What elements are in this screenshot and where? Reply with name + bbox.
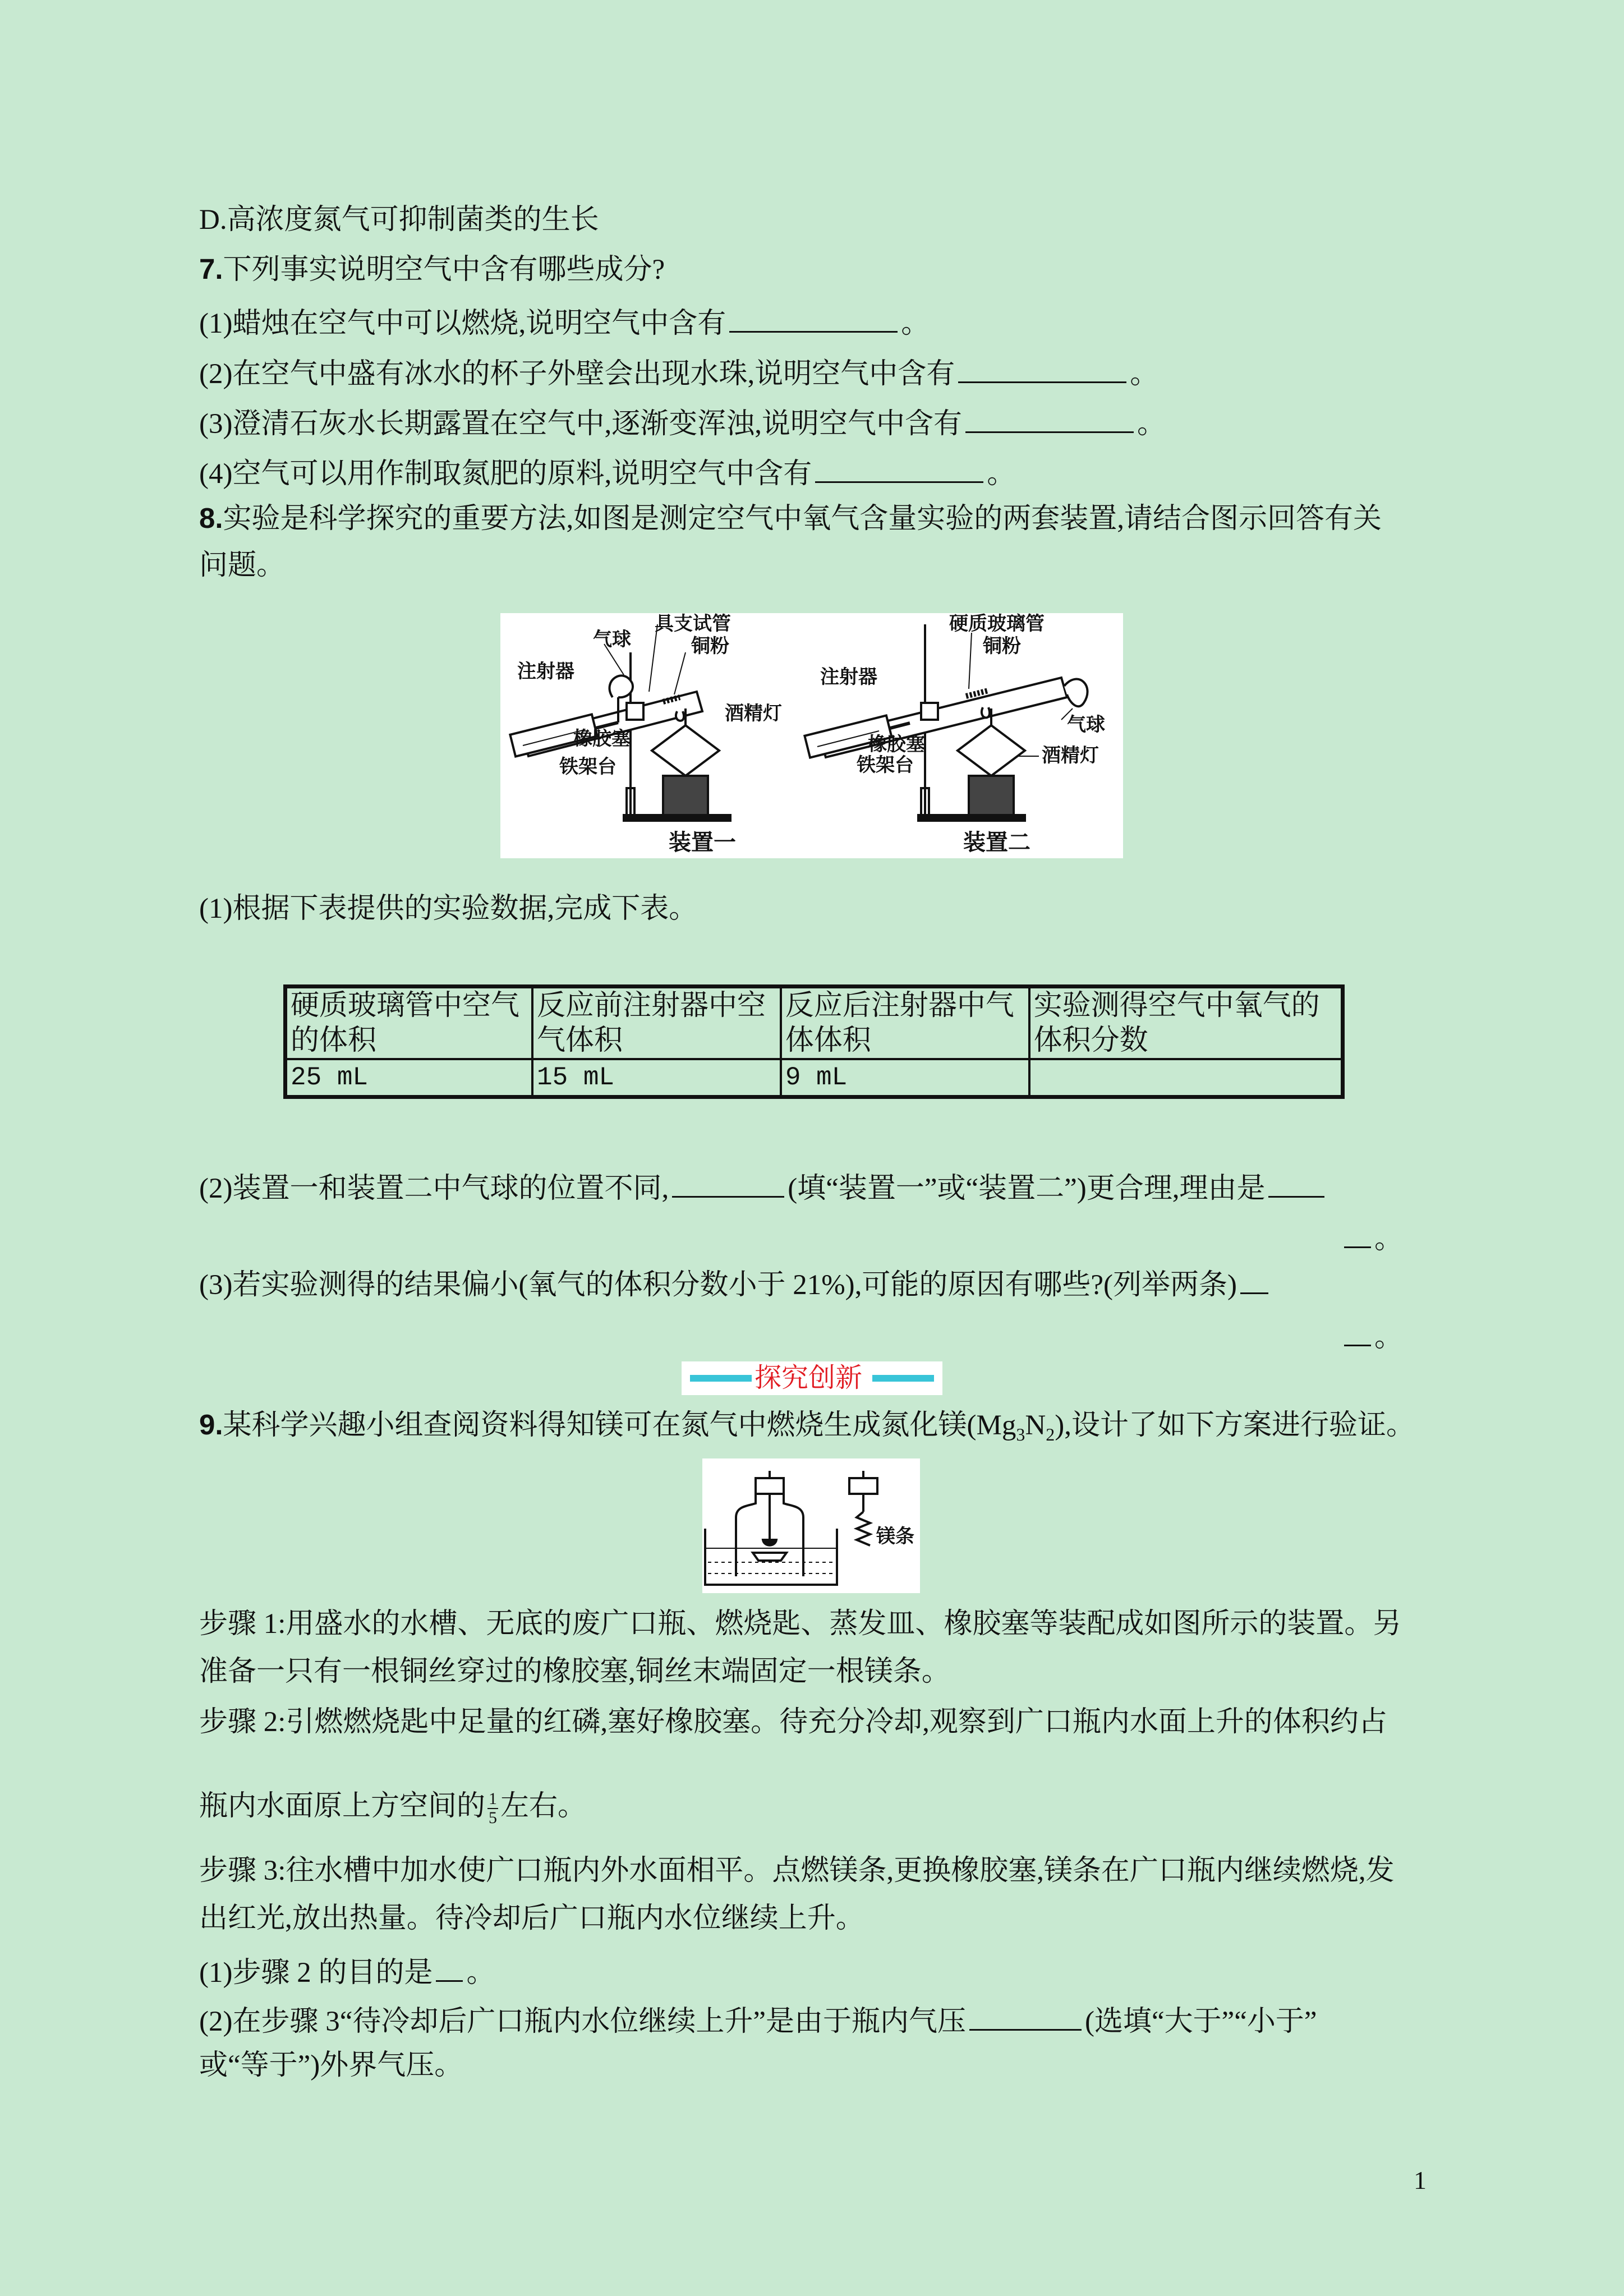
- subscript-2: 2: [1046, 1424, 1055, 1445]
- q7-number: 7.: [199, 253, 223, 285]
- q9-step-2-text-a: 瓶内水面原上方空间的: [199, 1791, 486, 1822]
- caption-device-2: 装置二: [963, 830, 1030, 855]
- end-mark: 。: [901, 308, 930, 339]
- wood-block-1: [663, 776, 708, 815]
- subscript-3: 3: [1016, 1424, 1025, 1445]
- answer-blank[interactable]: [958, 352, 1126, 383]
- q8-part-2-text-a: (2)装置一和装置二中气球的位置不同,: [199, 1173, 669, 1204]
- page-number: 1: [1414, 2166, 1427, 2194]
- q9-step-1-line-2: 准备一只有一根铜丝穿过的橡胶塞,铜丝末端固定一根镁条。: [199, 1656, 950, 1687]
- label-rubber-stopper-1: 橡胶塞: [573, 728, 631, 750]
- flame-2: [982, 707, 990, 717]
- q8-part-2-text-b: (填“装置一”或“装置二”)更合理,理由是: [788, 1173, 1266, 1204]
- table-cell: 15 mL: [532, 1059, 781, 1097]
- rubber-stopper-mg: [756, 1478, 784, 1494]
- q7-item-2: [199, 352, 1433, 391]
- label-iron-stand-1: 铁架台: [559, 756, 617, 778]
- end-mark: 。: [1374, 1322, 1404, 1353]
- answer-blank[interactable]: [436, 1951, 463, 1982]
- header-text-line: 反应前注射器中空: [537, 990, 766, 1022]
- apparatus-diagram: [500, 613, 1123, 858]
- header-text-line: 反应后注射器中气: [785, 990, 1014, 1022]
- fraction-denominator: 5: [489, 1809, 498, 1828]
- balloon-2: [1064, 679, 1088, 707]
- label-magnesium-ribbon: 镁条: [876, 1525, 914, 1548]
- end-mark: 。: [1374, 1223, 1404, 1255]
- data-table: [283, 984, 1345, 1099]
- q9-step-2-text-b: 左右。: [500, 1791, 587, 1822]
- label-syringe-2: 注射器: [820, 666, 877, 688]
- q8-part-3-end: [1341, 1315, 1453, 1354]
- table-header-cell: [286, 987, 533, 1060]
- stopper-with-copper-wire: [849, 1478, 877, 1494]
- q9-stem-text-c: ),设计了如下方案进行验证。: [1055, 1410, 1415, 1441]
- clamp-2: [921, 703, 938, 720]
- q9-part-2-line-2: 或“等于”)外界气压。: [199, 2050, 463, 2081]
- label-balloon-1: 气球: [593, 628, 631, 651]
- q8-part-3-text: (3)若实验测得的结果偏小(氧气的体积分数小于 21%),可能的原因有哪些?(列举两条): [199, 1269, 1237, 1301]
- table-header-row: [286, 987, 1343, 1060]
- q9-step-1-line-1: 步骤 1:用盛水的水槽、无底的废广口瓶、燃烧匙、蒸发皿、橡胶塞等装配成如图所示的装置。另: [199, 1608, 1402, 1640]
- magnesium-apparatus-diagram: [702, 1458, 920, 1593]
- fraction-numerator: 1: [489, 1789, 498, 1809]
- q7-item-1-text: (1)蜡烛在空气中可以燃烧,说明空气中含有: [199, 308, 726, 339]
- label-side-arm-tube: 具支试管: [655, 613, 731, 635]
- q9-step-3-line-1: 步骤 3:往水槽中加水使广口瓶内外水面相平。点燃镁条,更换橡胶塞,镁条在广口瓶内继续燃烧,发: [199, 1855, 1395, 1887]
- label-iron-stand-2: 铁架台: [857, 754, 914, 776]
- q9-step-3-line-2: 出红光,放出热量。待冷却后广口瓶内水位继续上升。: [199, 1903, 864, 1934]
- q7-item-4: [199, 452, 1433, 491]
- q7-stem: [199, 252, 1433, 287]
- q7-item-3-text: (3)澄清石灰水长期露置在空气中,逐渐变浑浊,说明空气中含有: [199, 408, 962, 440]
- label-alcohol-lamp-2: 酒精灯: [1042, 744, 1099, 767]
- answer-blank[interactable]: [729, 302, 898, 333]
- oxygen-fraction-answer-cell[interactable]: [1029, 1059, 1343, 1097]
- q9-number: 9.: [199, 1409, 223, 1441]
- q9-part-2: [199, 2000, 1433, 2039]
- caption-device-1: 装置一: [669, 830, 736, 855]
- wood-block-2: [969, 776, 1014, 815]
- answer-blank[interactable]: [1344, 1315, 1371, 1346]
- q7-item-2-text: (2)在空气中盛有冰水的杯子外壁会出现水珠,说明空气中含有: [199, 358, 955, 390]
- answer-blank[interactable]: [815, 452, 983, 483]
- flame-1: [676, 711, 684, 721]
- q7-stem-text: 下列事实说明空气中含有哪些成分?: [223, 254, 665, 286]
- table-cell: 9 mL: [781, 1059, 1029, 1097]
- q6-option-d: D.高浓度氮气可抑制菌类的生长: [199, 204, 599, 236]
- q9-stem-text-b: N: [1025, 1410, 1046, 1441]
- alcohol-lamp-1: [652, 725, 719, 776]
- water-hatching: [708, 1562, 834, 1573]
- q9-part-2-text-a: (2)在步骤 3“待冷却后广口瓶内水位继续上升”是由于瓶内气压: [199, 2006, 966, 2037]
- q7-item-1: [199, 302, 1433, 341]
- balloon-1: [610, 675, 633, 697]
- q8-part-2-end: [1341, 1217, 1453, 1256]
- q9-stem: [199, 1408, 1433, 1451]
- end-mark: 。: [466, 1957, 495, 1989]
- apparatus-figure: [500, 613, 1123, 858]
- header-text-line: 实验测得空气中氧气的: [1033, 990, 1320, 1022]
- label-balloon-2: 气球: [1067, 714, 1105, 736]
- header-text-line: 硬质玻璃管中空气: [291, 990, 520, 1022]
- q9-part-2-text-b: (选填“大于”“小于”: [1085, 2006, 1317, 2037]
- fraction-one-fifth: [487, 1790, 498, 1827]
- table-cell: 25 mL: [286, 1059, 533, 1097]
- label-copper-powder-2: 铜粉: [983, 635, 1021, 657]
- label-alcohol-lamp-1: 酒精灯: [725, 702, 782, 725]
- copper-powder-2: [966, 691, 988, 696]
- q8-part-2: [199, 1167, 1433, 1205]
- end-mark: 。: [1130, 358, 1159, 390]
- magnesium-ribbon: [857, 1512, 870, 1545]
- q9-step-2-line-2: [199, 1784, 1433, 1829]
- q8-number: 8.: [199, 502, 223, 534]
- q9-part-1: [199, 1951, 1433, 1990]
- answer-blank[interactable]: [965, 402, 1134, 433]
- header-text-line: 气体积: [537, 1025, 623, 1056]
- header-text-line: 体积分数: [1033, 1025, 1148, 1056]
- end-mark: 。: [1137, 408, 1166, 440]
- table-header-cell: [781, 987, 1029, 1060]
- section-banner-text: 探究创新: [755, 1363, 863, 1393]
- answer-blank[interactable]: [1268, 1167, 1324, 1198]
- q8-stem-line-2: 问题。: [199, 550, 286, 581]
- q9-part-1-text: (1)步骤 2 的目的是: [199, 1957, 433, 1989]
- evaporating-dish: [753, 1553, 786, 1561]
- table-header-cell: [1029, 987, 1343, 1060]
- banner-bar-left: [690, 1375, 752, 1382]
- table-header-cell: [532, 987, 781, 1060]
- section-banner: [682, 1361, 942, 1395]
- table-row: [286, 1059, 1343, 1097]
- label-syringe-1: 注射器: [517, 660, 574, 683]
- clamp: [627, 703, 643, 720]
- label-rubber-stopper-2: 橡胶塞: [868, 733, 925, 756]
- magnesium-apparatus-figure: [702, 1458, 920, 1593]
- alcohol-lamp-2: [958, 725, 1025, 776]
- answer-blank[interactable]: [969, 2000, 1082, 2031]
- label-copper-powder-1: 铜粉: [691, 635, 729, 657]
- q8-part-1: (1)根据下表提供的实验数据,完成下表。: [199, 893, 698, 924]
- banner-bar-right: [872, 1375, 934, 1382]
- answer-blank[interactable]: [672, 1167, 784, 1198]
- q9-step-2-line-1: 步骤 2:引燃燃烧匙中足量的红磷,塞好橡胶塞。待充分冷却,观察到广口瓶内水面上升的体积约占: [199, 1706, 1387, 1738]
- header-text-line: 的体积: [291, 1025, 377, 1056]
- q9-stem-text-a: 某科学兴趣小组查阅资料得知镁可在氮气中燃烧生成氮化镁(Mg: [223, 1410, 1016, 1441]
- combustion-spoon: [763, 1540, 776, 1545]
- header-text-line: 体体积: [785, 1025, 871, 1056]
- q8-stem-text: 实验是科学探究的重要方法,如图是测定空气中氧气含量实验的两套装置,请结合图示回答有关: [223, 503, 1382, 535]
- q7-item-3: [199, 402, 1433, 441]
- answer-blank[interactable]: [1344, 1217, 1371, 1248]
- q8-stem-line-1: [199, 501, 1433, 536]
- q7-item-4-text: (4)空气可以用作制取氮肥的原料,说明空气中含有: [199, 458, 812, 490]
- answer-blank[interactable]: [1240, 1263, 1268, 1294]
- end-mark: 。: [987, 458, 1016, 490]
- q8-part-3: [199, 1263, 1433, 1302]
- label-hard-glass-tube: 硬质玻璃管: [949, 613, 1045, 635]
